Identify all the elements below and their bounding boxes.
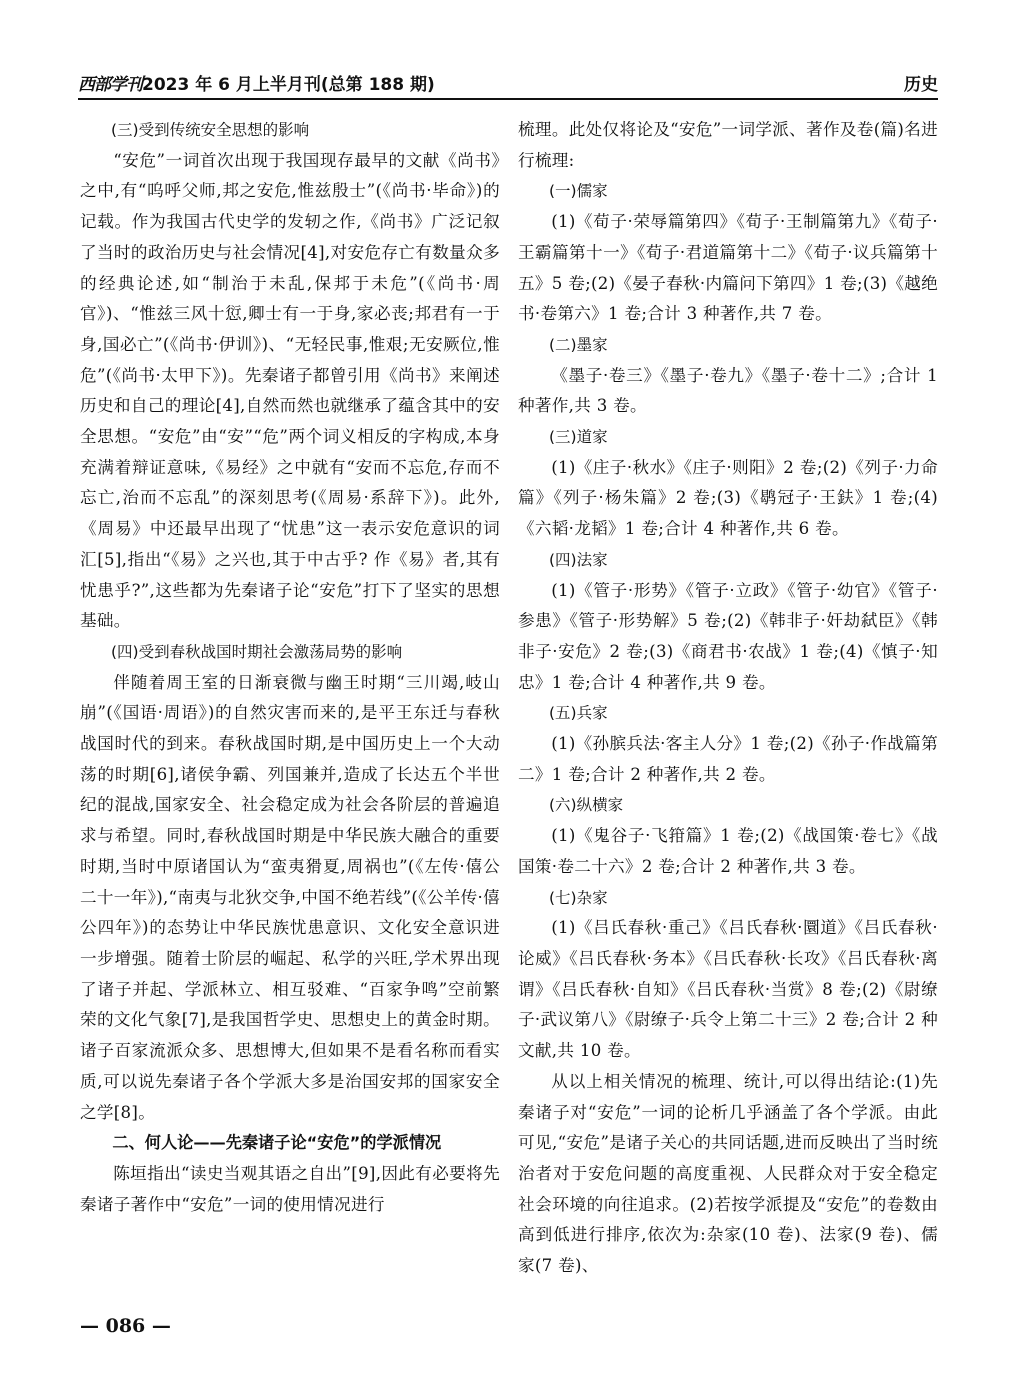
- paragraph: 陈垣指出“读史当观其语之自出”[9],因此有必要将先秦诸子著作中“安危”一词的使用情况进行: [80, 1163, 500, 1214]
- header-rule: [78, 98, 938, 100]
- section-heading: 二、何人论——先秦诸子论“安危”的学派情况: [112, 1133, 442, 1153]
- school-heading-diplomatic: (六)纵横家: [549, 796, 624, 815]
- paragraph: (1)《鬼谷子·飞箝篇》1 卷;(2)《战国策·卷七》《战国策·卷二十六》2 卷;合计 2 种著作,共 3 卷。: [518, 826, 938, 876]
- school-heading-legalist: (四)法家: [549, 550, 608, 569]
- journal-issue: 2023 年 6 月上半月刊(总第 188 期): [142, 75, 435, 95]
- journal-logo: 西部学刊: [78, 75, 142, 95]
- paragraph: (1)《孙膑兵法·客主人分》1 卷;(2)《孙子·作战篇第二》1 卷;合计 2 种著作,共 2 卷。: [518, 734, 938, 784]
- paragraph: “安危”一词首次出现于我国现存最早的文献《尚书》之中,有“呜呼父师,邦之安危,惟兹殷士”(《尚书·毕命》)的记载。作为我国古代史学的发轫之作,《尚书》广泛记叙了当时的政治历史与社会情况[4],对安危存亡有数量众多的经典论述,如“制治于未乱,保邦于未危”(《尚书·周官》)、“惟兹三风十愆,卿士有一于身,家必丧;邦君有一于身,国必亡”(《尚书·伊训》)、“无轻民事,惟艰;无安厥位,惟危”(《尚书·太甲下》)。先秦诸子都曾引用《尚书》来阐述历史和自己的理论[4],自然而然也就继承了蕴含其中的安全思想。“安危”由“安”“危”两个词义相反的字构成,本身充满着辩证意味,《易经》之中就有“安而不忘危,存而不忘亡,治而不忘乱”的深刻思考(《周易·系辞下》)。此外,《周易》中还最早出现了“忧患”这一表示安危意识的词汇[5],指出“《易》之兴也,其于中古乎? 作《易》者,其有忧患乎?”,这些都为先秦诸子论“安危”打下了坚实的思想基础。: [80, 150, 500, 631]
- school-heading-military: (五)兵家: [549, 704, 608, 723]
- subsection-heading: (四)受到春秋战国时期社会激荡局势的影响: [111, 642, 403, 661]
- school-heading-confucian: (一)儒家: [549, 182, 608, 201]
- paragraph: 从以上相关情况的梳理、统计,可以得出结论:(1)先秦诸子对“安危”一词的论析几乎涵盖了各个学派。由此可见,“安危”是诸子关心的共同话题,进而反映出了当时统治者对于安危问题的高度重视、人民群众对于安全稳定社会环境的向往追求。(2)若按学派提及“安危”的卷数由高到低进行排序,依次为:杂家(10 卷)、法家(9 卷)、儒家(7 卷)、: [518, 1071, 938, 1276]
- paragraph: (1)《荀子·荣辱篇第四》《荀子·王制篇第九》《荀子·王霸篇第十一》《荀子·君道篇第十二》《荀子·议兵篇第十五》5 卷;(2)《晏子春秋·内篇问下第四》1 卷;(3)《越绝书·卷第六》1 卷;合计 3 种著作,共 7 卷。: [518, 212, 939, 324]
- paragraph: 《墨子·卷三》《墨子·卷九》《墨子·卷十二》;合计 1 种著作,共 3 卷。: [518, 365, 938, 416]
- paragraph: 伴随着周王室的日渐衰微与幽王时期“三川竭,岐山崩”(《国语·周语》)的自然灾害而来的,是平王东迁与春秋战国时代的到来。春秋战国时期,是中国历史上一个大动荡的时期[6],诸侯争霸、列国兼并,造成了长达五个半世纪的混战,国家安全、社会稳定成为社会各阶层的普遍追求与希望。同时,春秋战国时期是中华民族大融合的重要时期,当时中原诸国认为“蛮夷猾夏,周祸也”(《左传·僖公二十一年》),“南夷与北狄交争,中国不绝若线”(《公羊传·僖公四年》)的态势让中华民族忧患意识、文化安全意识进一步增强。随着士阶层的崛起、私学的兴旺,学术界出现了诸子并起、学派林立、相互驳难、“百家争鸣”空前繁荣的文化气象[7],是我国哲学史、思想史上的黄金时期。诸子百家流派众多、思想博大,但如果不是看名称而看实质,可以说先秦诸子各个学派大多是治国安邦的国家安全之学[8]。: [80, 672, 500, 1122]
- section-label: 历史: [904, 75, 938, 95]
- subsection-heading: (三)受到传统安全思想的影响: [111, 121, 310, 139]
- paragraph: (1)《吕氏春秋·重己》《吕氏春秋·圜道》《吕氏春秋·论威》《吕氏春秋·务本》《吕氏春秋·长攻》《吕氏春秋·离谓》《吕氏春秋·自知》《吕氏春秋·当赏》8 卷;(2)《尉缭子·武议第八》《尉缭子·兵令上第二十三》2 卷;合计 2 种文献,共 10 卷。: [518, 918, 938, 1061]
- school-heading-daoist: (三)道家: [549, 428, 608, 447]
- right-column: [518, 115, 938, 1282]
- paragraph: (1)《庄子·秋水》《庄子·则阳》2 卷;(2)《列子·力命篇》《列子·杨朱篇》2 卷;(3)《鹖冠子·王鈇》1 卷;(4)《六韬·龙韬》1 卷;合计 4 种著作,共 6 卷。: [518, 457, 938, 539]
- school-heading-eclectic: (七)杂家: [549, 888, 608, 907]
- paragraph-continued: 梳理。此处仅将论及“安危”一词学派、著作及卷(篇)名进行梳理:: [518, 120, 938, 170]
- left-column: [80, 115, 500, 1220]
- paragraph: (1)《管子·形势》《管子·立政》《管子·幼官》《管子·参患》《管子·形势解》5 卷;(2)《韩非子·奸劫弑臣》《韩非子·安危》2 卷;(3)《商君书·农战》1 卷;(4)《慎子·知忠》1 卷;合计 4 种著作,共 9 卷。: [518, 580, 938, 692]
- page-number: — 086 —: [80, 1315, 171, 1337]
- school-heading-mohist: (二)墨家: [549, 335, 608, 354]
- journal-title: [78, 70, 435, 95]
- running-header: [78, 70, 938, 104]
